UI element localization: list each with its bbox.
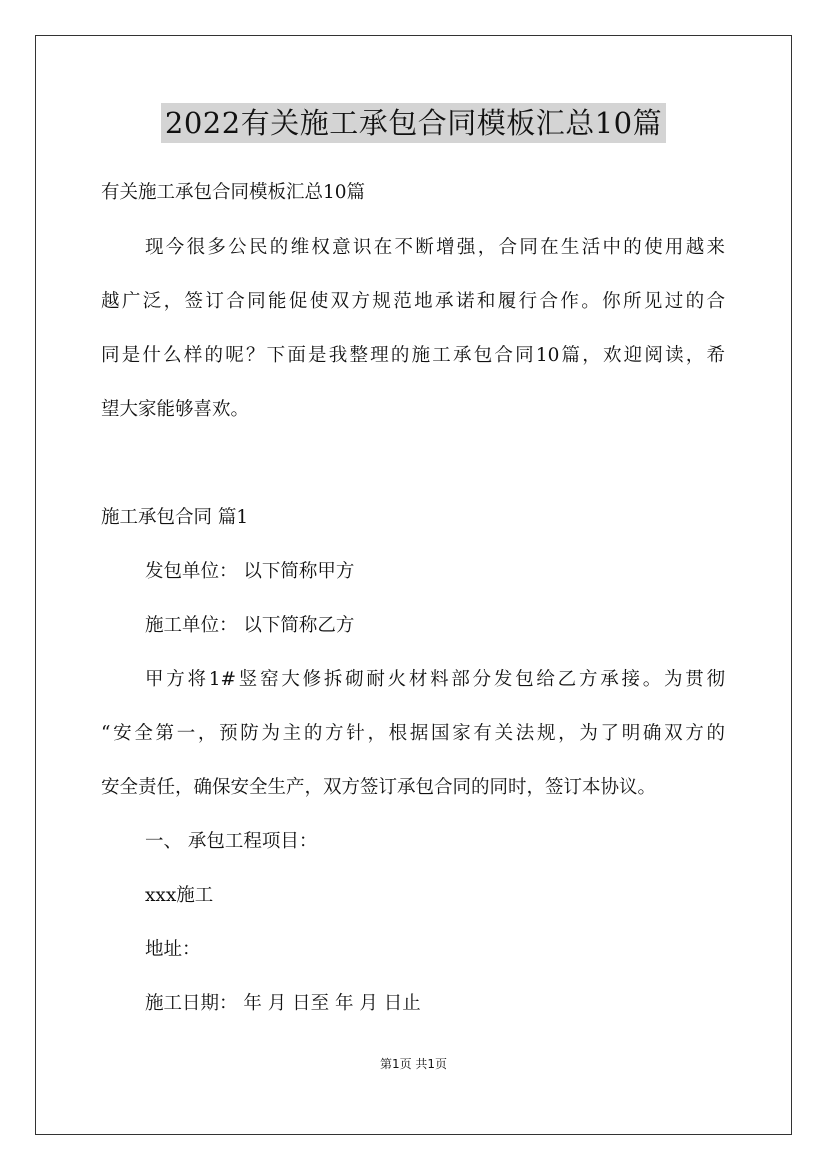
body-line-3: 安全责任，确保安全生产，双方签订承包合同的同时，签订本协议。 [101, 777, 657, 798]
title-container [0, 103, 827, 143]
date-label: 施工日期： 年 月 日至 年 月 日止 [145, 993, 421, 1014]
intro-line-4: 望大家能够喜欢。 [101, 399, 250, 420]
party-b-line: 施工单位： 以下简称乙方 [145, 615, 355, 636]
document-title: 2022有关施工承包合同模板汇总10篇 [161, 103, 666, 143]
project-name: xxx施工 [145, 885, 214, 906]
body-line-2: “安全第一，预防为主的方针，根据国家有关法规，为了明确双方的 [101, 723, 725, 744]
intro-line-3: 同是什么样的呢？下面是我整理的施工承包合同10篇，欢迎阅读，希 [101, 345, 725, 366]
intro-line-2: 越广泛，签订合同能促使双方规范地承诺和履行合作。你所见过的合 [101, 291, 725, 312]
intro-line-1: 现今很多公民的维权意识在不断增强，合同在生活中的使用越来 [145, 237, 725, 258]
party-a-line: 发包单位： 以下简称甲方 [145, 561, 355, 582]
page-footer: 第1页 共1页 [379, 1057, 448, 1071]
address-label: 地址： [145, 939, 201, 960]
document-subtitle: 有关施工承包合同模板汇总10篇 [101, 182, 366, 203]
body-line-1: 甲方将1#竖窑大修拆砌耐火材料部分发包给乙方承接。为贯彻 [145, 669, 725, 690]
section-heading: 施工承包合同 篇1 [101, 507, 249, 528]
item-heading: 一、 承包工程项目： [145, 831, 318, 852]
